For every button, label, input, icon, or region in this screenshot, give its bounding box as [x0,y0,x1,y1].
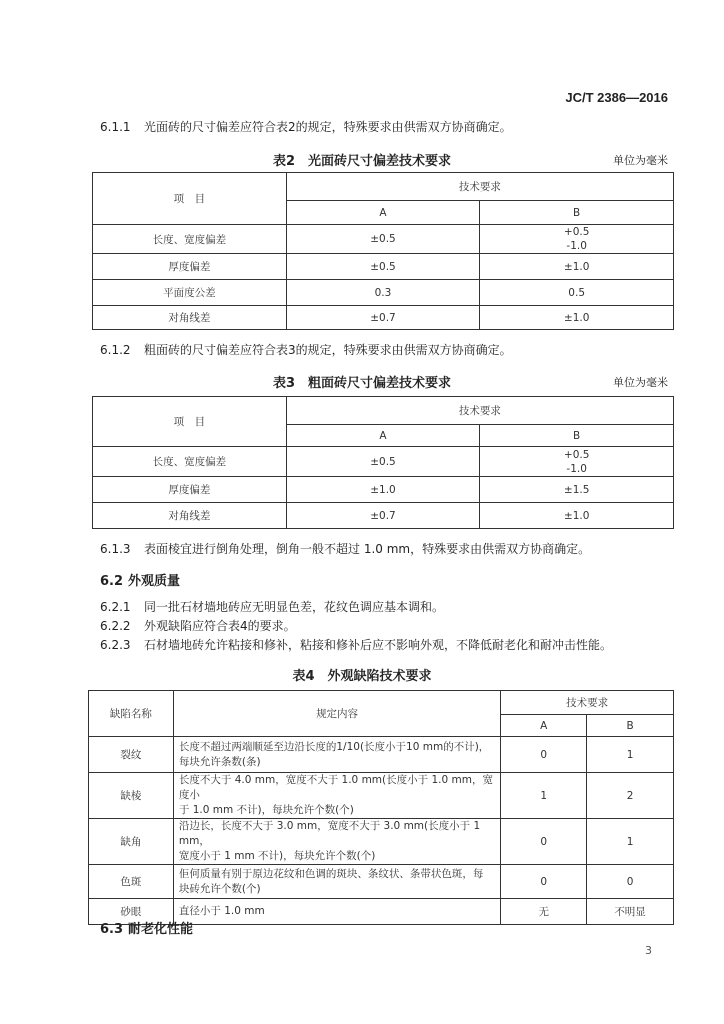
content-line: 块砖允许个数(个) [178,882,261,895]
section-6-3 [100,918,193,937]
table4-row-b: 1 [587,737,674,773]
table4-row-content [173,737,500,773]
table-row [93,447,674,477]
section-title: 耐老化性能 [128,922,194,937]
table2-caption: 表2 光面砖尺寸偏差技术要求 [272,154,452,169]
table4-row-name: 缺棱 [89,773,174,819]
clause-number: 6.1.2 [100,343,131,357]
table4-row-b: 1 [587,819,674,865]
table4-row-b: 不明显 [587,899,674,925]
table3-unit: 单位为毫米 [613,376,668,389]
table4-row-b: 2 [587,773,674,819]
clause-text: 粗面砖的尺寸偏差应符合表3的规定，特殊要求由供需双方协商确定。 [144,343,512,357]
table-row [93,503,674,529]
table2-header-tech: 技术要求 [286,173,673,201]
content-line: 宽度小于 1 mm 不计)，每块允许个数(个) [178,850,376,862]
table-row [93,225,674,254]
clause-text: 表面棱宜进行倒角处理，倒角一般不超过 1.0 mm，特殊要求由供需双方协商确定。 [144,542,591,556]
clause-6-2-3 [100,636,612,653]
table2-row-name: 平面度公差 [93,280,287,306]
table4-row-content [173,819,500,865]
content-line: 长度不大于 4.0 mm，宽度不大于 1.0 mm(长度小于 1.0 mm，宽度小 [178,774,493,801]
table4-header-tech: 技术要求 [501,691,674,715]
clause-6-2-1 [100,598,444,615]
table3-row-a: ±0.5 [286,447,480,477]
table-row [89,865,674,899]
table4-row-name: 缺角 [89,819,174,865]
table4-caption: 表4 外观缺陷技术要求 [292,669,432,684]
table2-header-a: A [286,201,480,225]
clause-number: 6.1.3 [100,542,131,556]
clause-6-2-2 [100,617,296,634]
table-row [93,254,674,280]
table4-row-a: 无 [501,899,587,925]
table4-row-a: 0 [501,865,587,899]
table3-row-name: 对角线差 [93,503,287,529]
table3-header-item: 项 目 [93,397,287,447]
table-row [93,477,674,503]
clause-6-1-1 [100,118,512,135]
b-upper: +0.5 [563,448,590,461]
table3-row-name: 长度、宽度偏差 [93,447,287,477]
table4 [88,690,674,925]
table2-row-name: 厚度偏差 [93,254,287,280]
table4-row-content: 直径小于 1.0 mm [173,899,500,925]
table3-row-b [480,447,674,477]
table-row [89,773,674,819]
standard-number: JC/T 2386—2016 [565,90,668,105]
table2-unit: 单位为毫米 [613,154,668,167]
table3-header-tech: 技术要求 [286,397,673,425]
table2-row-name: 长度、宽度偏差 [93,225,287,254]
table2-row-b: ±1.0 [480,306,674,330]
table2-row-name: 对角线差 [93,306,287,330]
table4-header-a: A [501,715,587,737]
table3-row-a: ±1.0 [286,477,480,503]
table3 [92,396,674,529]
table2-header-item: 项 目 [93,173,287,225]
clause-number: 6.1.1 [100,120,131,134]
clause-number: 6.2.2 [100,619,131,633]
table3-row-b: ±1.0 [480,503,674,529]
table2-row-a: ±0.5 [286,254,480,280]
table4-header-content: 规定内容 [173,691,500,737]
clause-text: 外观缺陷应符合表4的要求。 [144,619,296,633]
table3-row-b: ±1.5 [480,477,674,503]
clause-text: 同一批石材墙地砖应无明显色差，花纹色调应基本调和。 [144,600,445,614]
clause-6-1-2 [100,341,512,358]
section-6-2 [100,570,180,589]
clause-number: 6.2.1 [100,600,131,614]
table4-row-a: 1 [501,773,587,819]
table3-row-a: ±0.7 [286,503,480,529]
content-line: 佢何质量有别于原边花纹和色调的斑块、条纹状、条带状色斑，每 [178,867,484,880]
section-number: 6.2 [100,574,124,589]
table3-header-b: B [480,425,674,447]
table4-row-a: 0 [501,737,587,773]
table3-row-name: 厚度偏差 [93,477,287,503]
clause-6-1-3 [100,540,590,557]
table4-row-name: 裂纹 [89,737,174,773]
table2-row-b: 0.5 [480,280,674,306]
table4-row-content [173,865,500,899]
clause-text: 石材墙地砖允许粘接和修补，粘接和修补后应不影响外观，不降低耐老化和耐冲击性能。 [144,638,613,652]
table3-header-a: A [286,425,480,447]
content-line: 于 1.0 mm 不计)，每块允许个数(个) [178,804,354,816]
table2-header-b: B [480,201,674,225]
table2-row-a: ±0.5 [286,225,480,254]
table-row [93,280,674,306]
b-lower: -1.0 [566,240,587,252]
clause-text: 光面砖的尺寸偏差应符合表2的规定，特殊要求由供需双方协商确定。 [144,120,512,134]
table2 [92,172,674,330]
clause-number: 6.2.3 [100,638,131,652]
table4-row-name: 砂眼 [89,899,174,925]
table3-caption: 表3 粗面砖尺寸偏差技术要求 [272,376,452,391]
section-title: 外观质量 [128,574,181,589]
b-upper: +0.5 [563,226,590,238]
table4-row-name: 色斑 [89,865,174,899]
content-line: 长度不超过两端顺延至边沿长度的1/10(长度小于10 mm的不计)， [178,740,490,753]
table2-row-b [480,225,674,254]
table4-header-b: B [587,715,674,737]
page-number: 3 [645,944,652,957]
table2-row-a: 0.3 [286,280,480,306]
table2-row-b: ±1.0 [480,254,674,280]
table4-header-name: 缺陷名称 [89,691,174,737]
content-line: 每块允许条数(条) [178,755,261,768]
section-number: 6.3 [100,922,124,937]
table4-row-a: 0 [501,819,587,865]
table2-row-a: ±0.7 [286,306,480,330]
table-row [89,737,674,773]
table4-row-b: 0 [587,865,674,899]
table-row [93,306,674,330]
table-row [89,819,674,865]
table4-row-content [173,773,500,819]
content-line: 沿边长，长度不大于 3.0 mm，宽度不大于 3.0 mm(长度小于 1 mm， [178,820,481,847]
b-lower: -1.0 [566,462,587,475]
